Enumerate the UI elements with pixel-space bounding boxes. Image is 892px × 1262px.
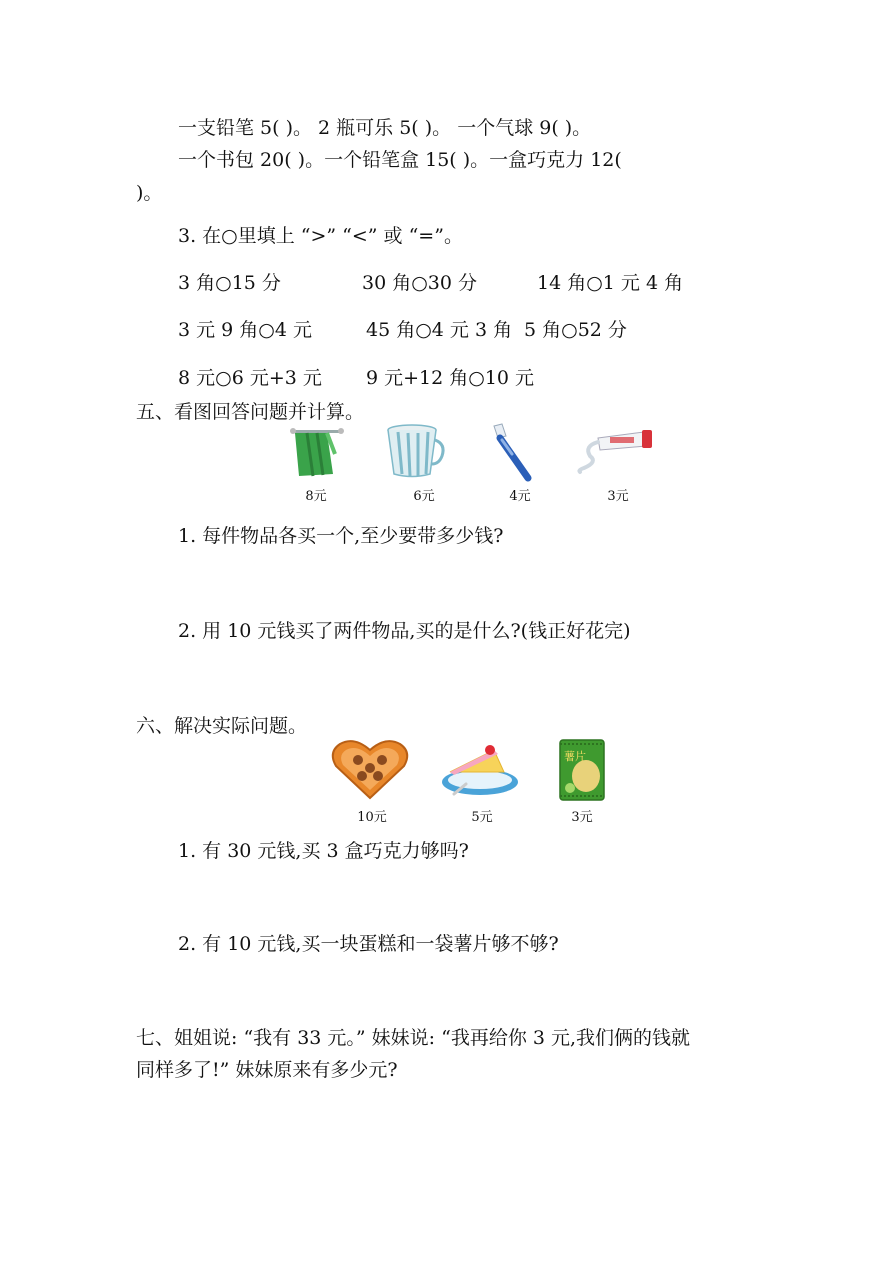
section5-question-1: 1. 每件物品各买一个,至少要带多少钱?	[178, 525, 504, 547]
section6-question-1: 1. 有 30 元钱,买 3 盒巧克力够吗?	[178, 840, 469, 862]
price-label: 6元	[413, 489, 435, 504]
chips-icon	[558, 738, 606, 802]
units-line-3: )。	[136, 182, 163, 204]
cup-icon	[384, 422, 448, 480]
units-line-2: 一个书包 20( )。一个铅笔盒 15( )。一盒巧克力 12(	[178, 149, 622, 171]
price-label: 5元	[471, 810, 493, 825]
section6-heading: 六、解决实际问题。	[136, 715, 308, 737]
chocolate-box-icon	[330, 738, 410, 800]
compare-instruction: 3. 在○里填上 “>” “<” 或 “=”。	[178, 225, 463, 247]
section6-question-2: 2. 有 10 元钱,买一块蛋糕和一袋薯片够不够?	[178, 933, 559, 955]
toothpaste-icon	[576, 428, 654, 476]
section7-line-2: 同样多了!” 妹妹原来有多少元?	[136, 1059, 398, 1081]
chips-pack-label: 薯片	[564, 750, 586, 763]
section7-line-1: 七、姐姐说: “我有 33 元。” 妹妹说: “我再给你 3 元,我们俩的钱就	[136, 1027, 691, 1049]
cake-icon	[440, 742, 520, 798]
compare-item: 9 元+12 角○10 元	[366, 367, 535, 389]
compare-item: 14 角○1 元 4 角	[537, 272, 684, 294]
compare-item: 8 元○6 元+3 元	[178, 367, 322, 389]
price-label: 4元	[509, 489, 531, 504]
price-label: 3元	[571, 810, 593, 825]
price-label: 8元	[305, 489, 327, 504]
units-line-1: 一支铅笔 5( )。 2 瓶可乐 5( )。 一个气球 9( )。	[178, 117, 592, 139]
compare-item: 30 角○30 分	[362, 272, 478, 294]
toothbrush-icon	[488, 422, 538, 484]
towel-icon	[287, 424, 347, 480]
section5-heading: 五、看图回答问题并计算。	[136, 401, 365, 423]
price-label: 3元	[607, 489, 629, 504]
compare-item: 5 角○52 分	[524, 319, 627, 341]
compare-item: 45 角○4 元 3 角	[366, 319, 513, 341]
price-label: 10元	[357, 810, 387, 825]
compare-item: 3 元 9 角○4 元	[178, 319, 313, 341]
section5-question-2: 2. 用 10 元钱买了两件物品,买的是什么?(钱正好花完)	[178, 620, 631, 642]
compare-item: 3 角○15 分	[178, 272, 281, 294]
